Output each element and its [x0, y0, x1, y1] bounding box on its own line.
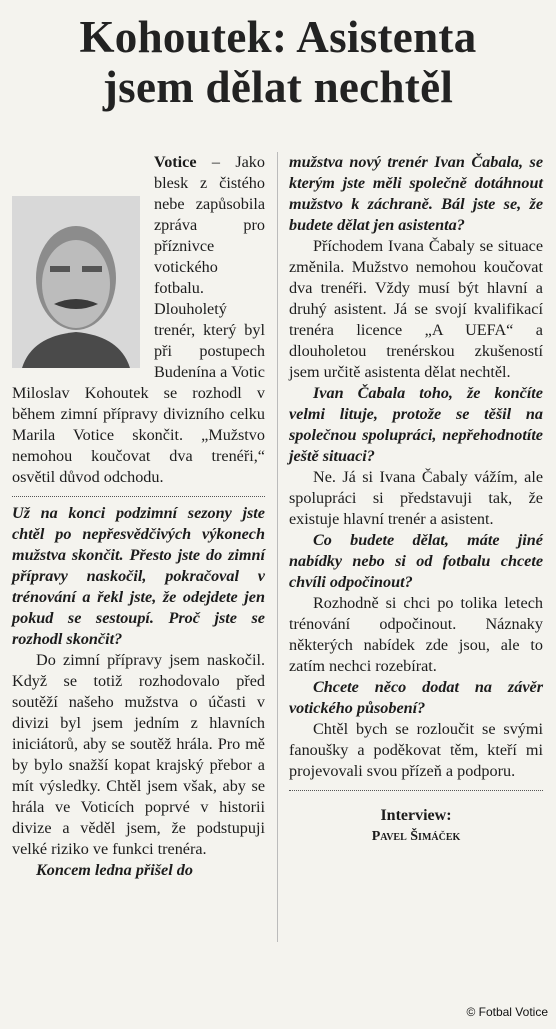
- answer-3: Ne. Já si Ivana Čabaly vážím, ale spolupráci si představuji tak, že existuje hlavní trenér a asistent.: [289, 468, 543, 528]
- headline-line-1: Kohoutek: Asistenta: [79, 12, 477, 62]
- question-5: Chcete něco dodat na závěr votického působení?: [289, 678, 543, 717]
- question-1: Už na konci podzimní sezony jste chtěl po nepřesvědčivých výkonech mužstva skončit. Přesto jste do zimní přípravy naskočil, pokračoval v trénování a řekl jste, že odejdete jen pokud se sestoupí. Proč jste se rozhodl skončit?: [12, 504, 265, 648]
- question-2-start: Koncem ledna přišel do: [36, 861, 193, 879]
- answer-4: Rozhodně si chci po tolika letech trénování odpočinout. Náznaky některých nabídek zde jsou, ale to zatím nechci rozebírat.: [289, 594, 543, 675]
- portrait-image: [12, 196, 140, 368]
- answer-5: Chtěl bych se rozloučit se svými fanoušky a poděkovat těm, kteří mi projevovali svou přízeň a podporu.: [289, 720, 543, 780]
- answer-1: Do zimní přípravy jsem naskočil. Když se totiž rozhodovalo před soutěží našeho mužstva o účasti v divizi byl jsem jedním z hlavních iniciátorů, aby se soutěž hrála. Pro mě by bylo snažší kopat krajský přebor a mít výsledky. Chtěl jsem však, aby se hrála ve Voticích poprvé v historii divize a věděl jsem, že podstupuji velké riziko ve funkci trenéra.: [12, 651, 265, 858]
- section-separator: [12, 496, 265, 497]
- lead-dateline: Votice: [154, 153, 197, 171]
- headline-line-2: jsem dělat nechtěl: [102, 62, 454, 112]
- answer-2: Příchodem Ivana Čabaly se situace změnila. Mužstvo nemohou koučovat dva trenéři. Vždy musí být hlavní a druhý asistent. Já se svojí kvalifikací trenéra licence „A UEFA“ a dlouholetou trenérskou zkušeností jsem určitě asistenta dělat nechtěl.: [289, 237, 543, 381]
- author-name: Pavel Šimáček: [371, 829, 461, 844]
- column-divider: [277, 152, 278, 942]
- question-4: Co budete dělat, máte jiné nabídky nebo si od fotbalu chcete chvíli odpočinout?: [289, 531, 543, 591]
- article-headline: [0, 12, 556, 112]
- interview-label: Interview:: [380, 807, 452, 824]
- question-2-end: mužstva nový trenér Ivan Čabala, se kterým jste měli společně dotáhnout mužstvo k záchraně. Bál jste se, že budete dělat jen asistenta?: [289, 153, 543, 234]
- photo-credit: © Fotbal Votice: [466, 1005, 548, 1019]
- signature-separator: [289, 790, 543, 791]
- lead-text: – Jako blesk z čistého nebe zapůsobila zpráva pro příznivce votického fotbalu. Dlouholetý trenér, který byl při postupech Budenína a Votic Miloslav Kohoutek se rozhodl v během zimní přípravy divizního celku Marila Votice skončit. „Mužstvo nemohou koučovat dva trenéři,“ osvětil důvod odchodu.: [12, 153, 265, 486]
- left-column: [12, 152, 265, 881]
- question-3: Ivan Čabala toho, že končíte velmi lituje, protože se těšil na společnou spolupráci, nepřehodnotíte ještě situaci?: [289, 384, 543, 465]
- portrait-photo: [12, 196, 140, 368]
- right-column: [289, 152, 543, 847]
